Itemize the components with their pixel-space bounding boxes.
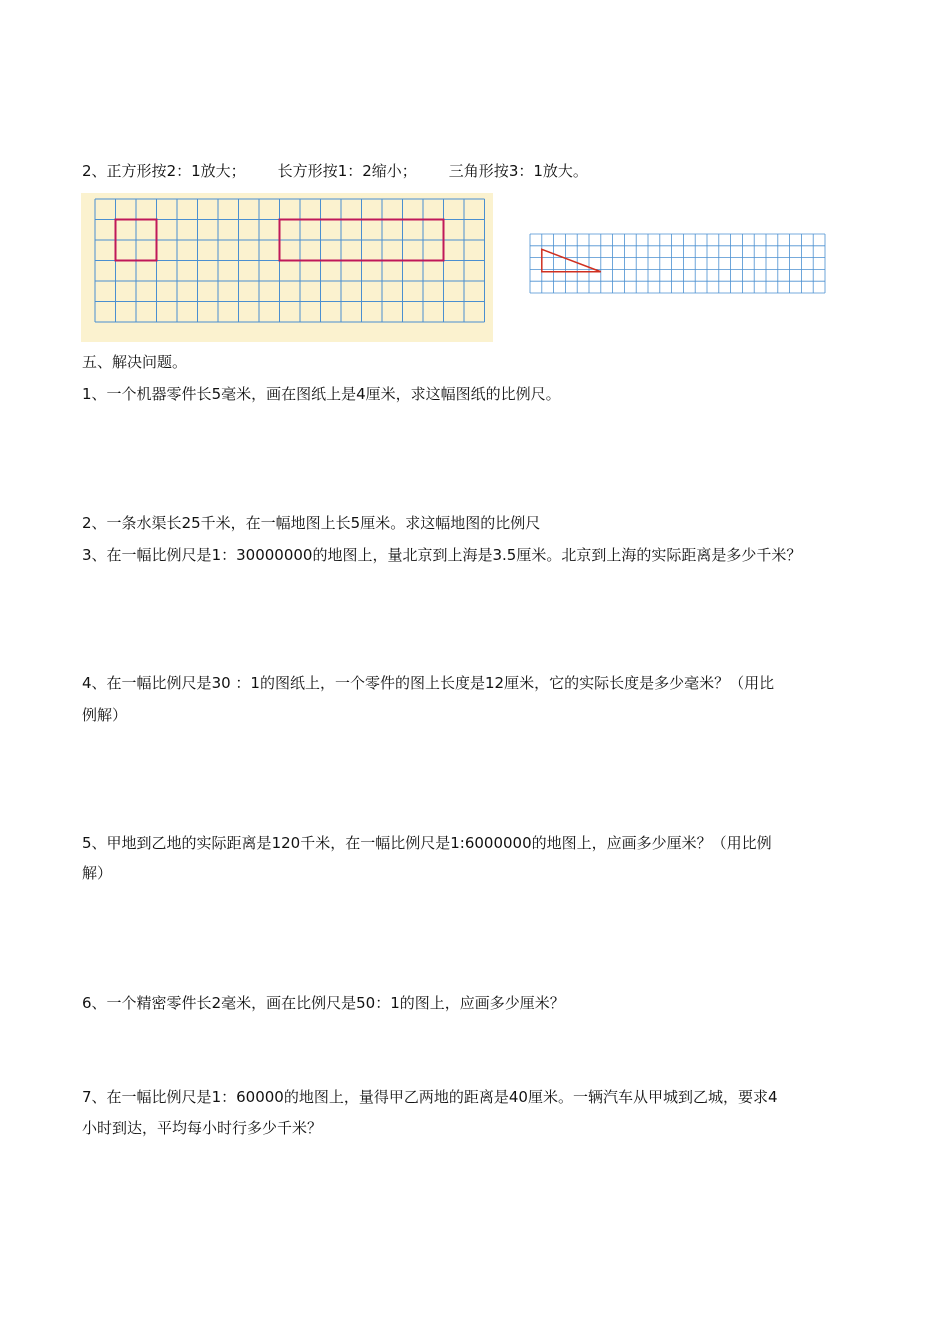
question-3 (82, 545, 801, 565)
q5-number: 5、 (82, 834, 107, 852)
q7-value-1: 1：60000 (211, 1088, 284, 1106)
q1-text-2: 毫米，画在图纸上是 (221, 385, 357, 403)
question-1 (82, 384, 561, 404)
q6-text-3: 的图上，应画多少厘米？ (399, 994, 565, 1012)
question-4 (82, 673, 774, 693)
exercise-2-instruction (82, 161, 588, 181)
q7-value-2: 40 (508, 1088, 528, 1106)
q3-text: 在一幅比例尺是 (106, 546, 212, 564)
q7-text-3: 厘米。一辆汽车从甲城到乙城，要求 (527, 1088, 768, 1106)
q2-value-1: 25 (181, 514, 201, 532)
question-2 (82, 513, 540, 533)
grid-lines (530, 234, 825, 293)
q2-number: 2、 (82, 514, 107, 532)
q5-text-2: 千米，在一幅比例尺是 (300, 834, 451, 852)
q1-text: 一个机器零件长 (106, 385, 212, 403)
grid-1-svg (81, 193, 493, 342)
q4-text-3: 厘米，它的实际长度是多少毫米？（用比 (504, 674, 775, 692)
q2-text-3: 厘米。求这幅地图的比例尺 (360, 514, 541, 532)
q5-value-1: 120 (271, 834, 301, 852)
q2-text-2: 千米，在一幅地图上长 (200, 514, 351, 532)
item-number: 2、 (82, 162, 107, 180)
q7-text: 在一幅比例尺是 (106, 1088, 212, 1106)
rect-action: 缩小； (371, 162, 417, 180)
q5-text-3: 的地图上，应画多少厘米？（用比例 (531, 834, 772, 852)
q1-value-2: 4 (356, 385, 366, 403)
triangle-action: 放大。 (542, 162, 588, 180)
q1-number: 1、 (82, 385, 107, 403)
q4-value-2: 12 (484, 674, 505, 692)
question-6 (82, 993, 565, 1013)
question-7 (82, 1087, 778, 1107)
q6-value-2: 50：1 (356, 994, 400, 1012)
triangle-shape (542, 249, 601, 271)
q2-text: 一条水渠长 (106, 514, 182, 532)
grid-2-svg (528, 232, 828, 296)
triangle-ratio: 3：1 (508, 162, 543, 180)
q7-value-3: 4 (767, 1088, 778, 1106)
grid-figure-square-rectangle (81, 193, 493, 342)
square-label: 正方形按 (106, 162, 167, 180)
question-5-continued: 解） (82, 864, 113, 882)
q2-value-2: 5 (350, 514, 361, 532)
q4-number: 4、 (82, 674, 107, 692)
q3-text-3: 厘米。北京到上海的实际距离是多少千米？ (516, 546, 802, 564)
square-action: 放大； (200, 162, 246, 180)
q1-value-1: 5 (211, 385, 222, 403)
question-5 (82, 833, 772, 853)
q5-value-2: 1:6000000 (450, 834, 532, 852)
rect-ratio: 1：2 (337, 162, 372, 180)
q1-text-3: 厘米，求这幅图纸的比例尺。 (365, 385, 561, 403)
q4-text-2: 的图纸上，一个零件的图上长度是 (259, 674, 485, 692)
q6-text-2: 毫米，画在比例尺是 (221, 994, 357, 1012)
q3-number: 3、 (82, 546, 107, 564)
rect-label: 长方形按 (277, 162, 338, 180)
q5-text: 甲地到乙地的实际距离是 (106, 834, 272, 852)
q4-value-1: 30 ：1 (211, 674, 260, 692)
q6-value-1: 2 (211, 994, 222, 1012)
question-7-continued: 小时到达，平均每小时行多少千米？ (82, 1119, 323, 1137)
triangle-label: 三角形按 (448, 162, 509, 180)
question-4-continued: 例解） (82, 706, 128, 724)
q6-text: 一个精密零件长 (106, 994, 212, 1012)
grid-figure-triangle (528, 232, 828, 296)
square-ratio: 2：1 (166, 162, 201, 180)
q4-text: 在一幅比例尺是 (106, 674, 212, 692)
q3-value-1: 1：30000000 (211, 546, 313, 564)
q3-value-2: 3.5 (492, 546, 517, 564)
q7-number: 7、 (82, 1088, 107, 1106)
q7-text-2: 的地图上，量得甲乙两地的距离是 (283, 1088, 509, 1106)
q3-text-2: 的地图上，量北京到上海是 (312, 546, 493, 564)
q6-number: 6、 (82, 994, 107, 1012)
section-heading: 五、解决问题。 (82, 353, 188, 371)
